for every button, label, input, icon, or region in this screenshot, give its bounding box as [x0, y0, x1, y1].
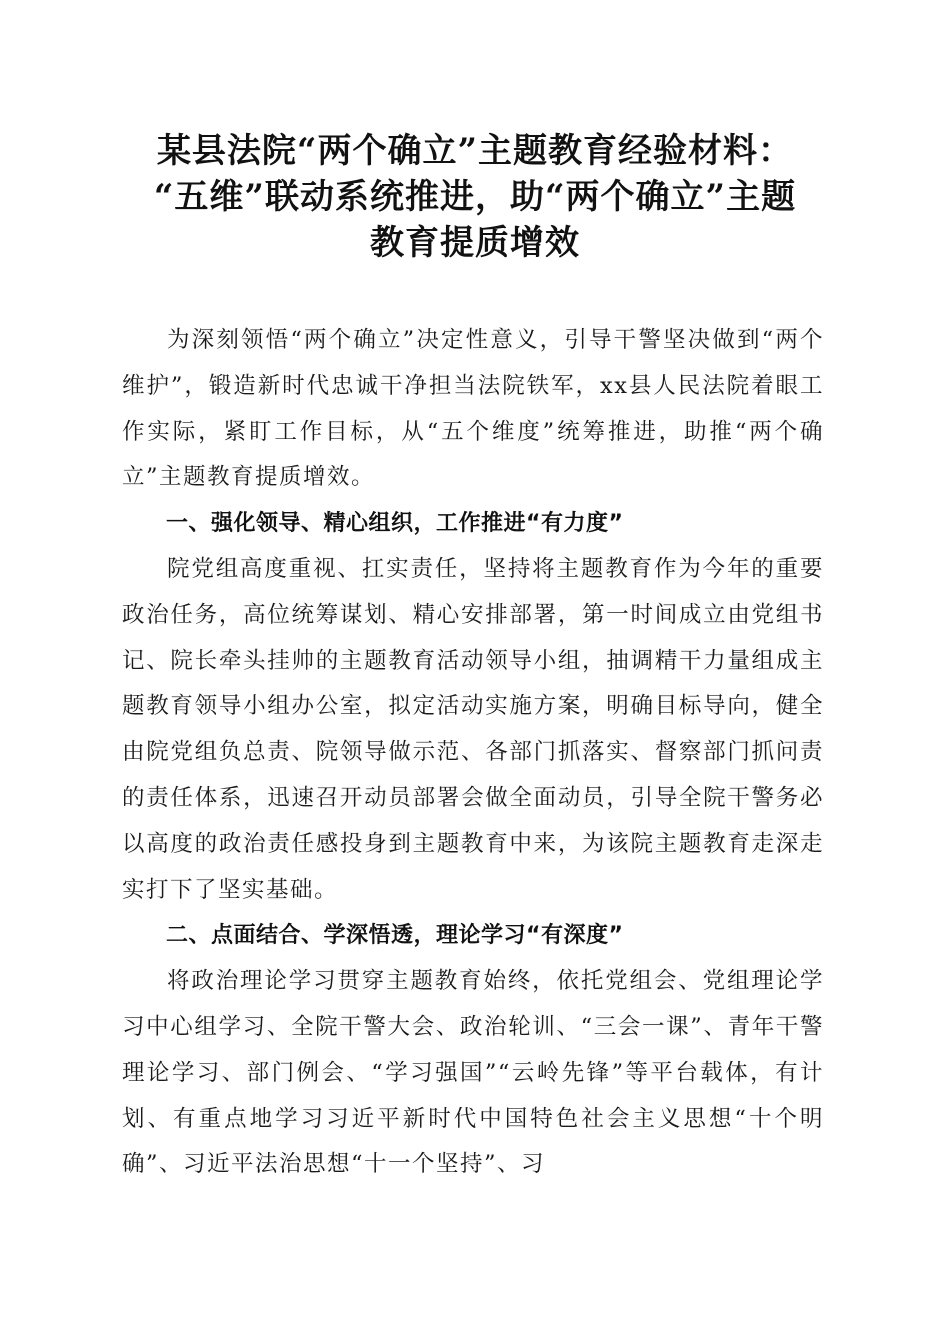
intro-paragraph: 为深刻领悟“两个确立”决定性意义，引导干警坚决做到“两个维护”，锻造新时代忠诚干净担当法院铁军，xx县人民法院着眼工作实际，紧盯工作目标，从“五个维度”统筹推进，助推“两个确立”主题教育提质增效。 — [122, 327, 824, 491]
section-heading-2: 二、点面结合、学深悟透，理论学习“有深度” — [166, 923, 624, 949]
title-line-1: 某县法院“两个确立”主题教育经验材料： — [156, 131, 794, 171]
title-line-3: 教育提质增效 — [370, 223, 580, 263]
document-body — [122, 318, 824, 1188]
section-2-paragraph: 将政治理论学习贯穿主题教育始终，依托党组会、党组理论学习中心组学习、全院干警大会、政治轮训、“三会一课”、青年干警理论学习、部门例会、“学习强国”“云岭先锋”等平台载体，有计划、有重点地学习习近平新时代中国特色社会主义思想“十个明确”、习近平法治思想“十一个坚持”、习 — [122, 968, 824, 1178]
title-line-2: “五维”联动系统推进，助“两个确立”主题 — [153, 177, 797, 217]
document-title — [120, 128, 830, 266]
section-heading-1: 一、强化领导、精心组织，工作推进“有力度” — [166, 511, 624, 537]
section-1-paragraph: 院党组高度重视、扛实责任，坚持将主题教育作为今年的重要政治任务，高位统筹谋划、精心安排部署，第一时间成立由党组书记、院长牵头挂帅的主题教育活动领导小组，抽调精干力量组成主题教育领导小组办公室，拟定活动实施方案，明确目标导向，健全由院党组负总责、院领导做示范、各部门抓落实、督察部门抓问责的责任体系，迅速召开动员部署会做全面动员，引导全院干警务必以高度的政治责任感投身到主题教育中来，为该院主题教育走深走实打下了坚实基础。 — [122, 555, 824, 903]
